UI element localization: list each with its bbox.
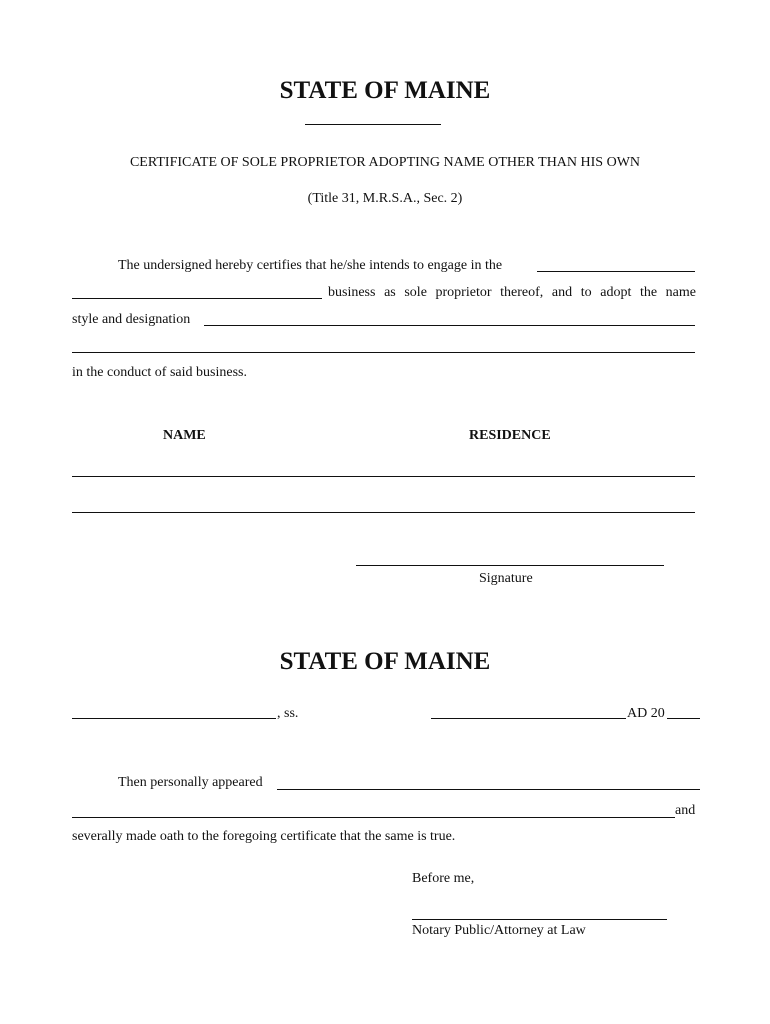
notary-label: Notary Public/Attorney at Law	[412, 923, 586, 938]
document-subtitle: CERTIFICATE OF SOLE PROPRIETOR ADOPTING NAME OTHER THAN HIS OWN	[129, 155, 641, 170]
signature-label: Signature	[479, 571, 533, 586]
notary-signature-field[interactable]	[412, 919, 667, 920]
business-type-field-2[interactable]	[72, 298, 322, 299]
name-residence-field-1[interactable]	[72, 476, 695, 477]
acknowledgment-title: STATE OF MAINE	[279, 648, 491, 675]
signature-field[interactable]	[356, 565, 664, 566]
certify-text-line1: The undersigned hereby certifies that he/she intends to engage in the	[118, 258, 503, 273]
statute-citation: (Title 31, M.R.S.A., Sec. 2)	[307, 191, 463, 206]
document-title: STATE OF MAINE	[279, 77, 491, 104]
certify-text-line2: business as sole proprietor thereof, and to adopt the name	[328, 285, 696, 300]
name-style-field-1[interactable]	[204, 325, 695, 326]
date-field[interactable]	[431, 718, 626, 719]
name-style-field-2[interactable]	[72, 352, 695, 353]
appeared-name-field-2[interactable]	[72, 817, 675, 818]
residence-column-header: RESIDENCE	[469, 428, 551, 443]
appeared-text: Then personally appeared	[118, 775, 263, 790]
before-me-text: Before me,	[412, 871, 475, 886]
oath-text: severally made oath to the foregoing certificate that the same is true.	[72, 829, 456, 844]
and-text: and	[675, 803, 696, 818]
name-residence-field-2[interactable]	[72, 512, 695, 513]
ss-text: , ss.	[277, 706, 299, 721]
year-field[interactable]	[667, 718, 700, 719]
ad-text: AD 20	[627, 706, 665, 721]
county-field[interactable]	[72, 718, 276, 719]
name-column-header: NAME	[163, 428, 206, 443]
certify-text-line5: in the conduct of said business.	[72, 365, 247, 380]
appeared-name-field-1[interactable]	[277, 789, 700, 790]
business-type-field-1[interactable]	[537, 271, 695, 272]
certify-text-line3: style and designation	[72, 312, 191, 327]
title-underline	[305, 124, 441, 125]
